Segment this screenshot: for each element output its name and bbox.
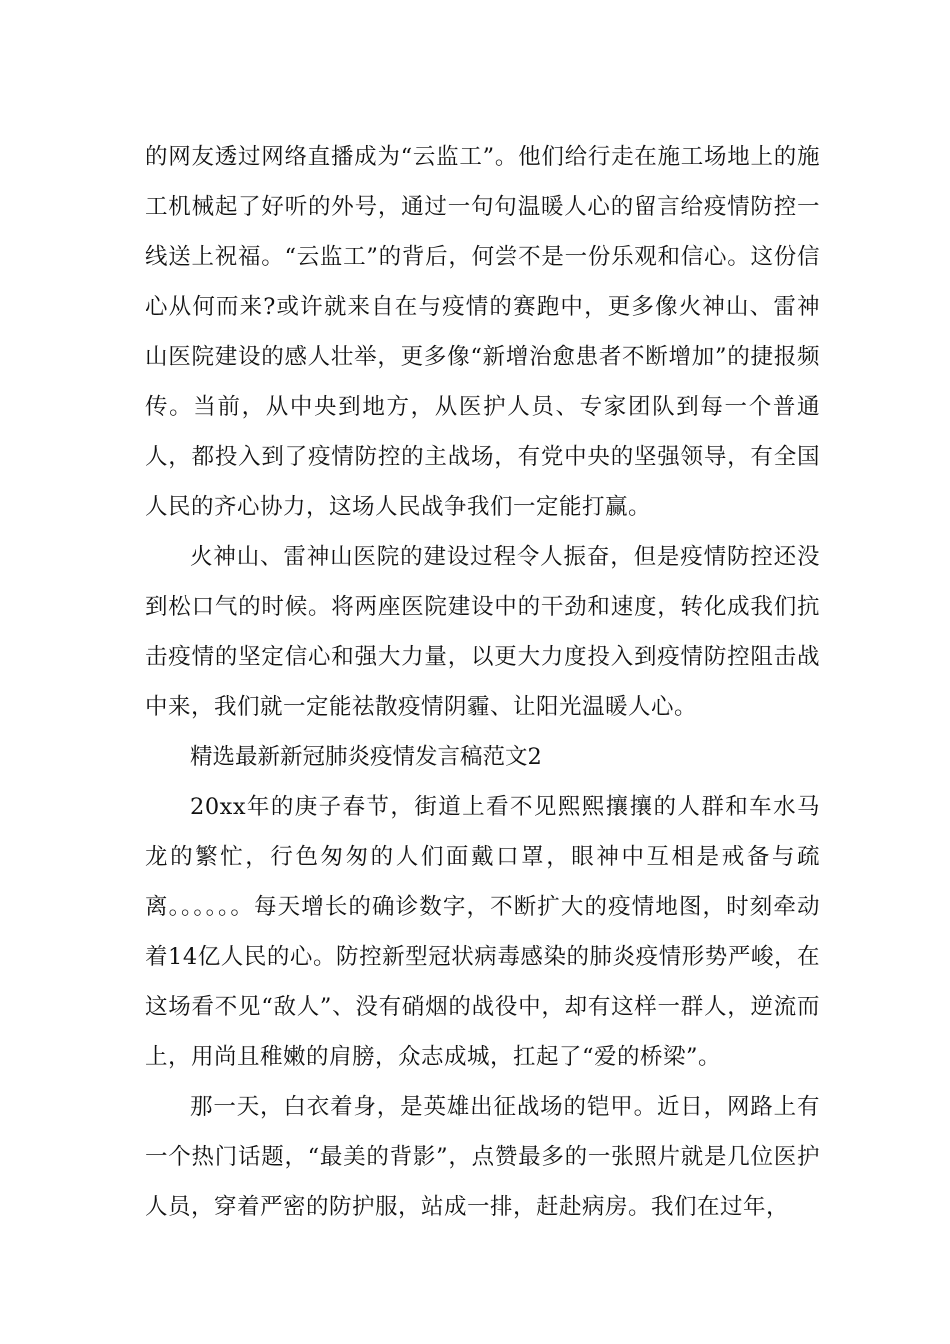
paragraph-white-coat: 那一天，白衣着身，是英雄出征战场的铠甲。近日，网路上有一个热门话题，“最美的背影”，点赞最多的一张照片就是几位医护人员，穿着严密的防护服，站成一排，赶赴病房。我们在过年， <box>145 1094 820 1220</box>
section-heading: 精选最新新冠肺炎疫情发言稿范文2 <box>190 744 542 770</box>
paragraph-hospital-construction: 火神山、雷神山医院的建设过程令人振奋，但是疫情防控还没到松口气的时候。将两座医院建设中的干劲和速度，转化成我们抗击疫情的坚定信心和强大力量，以更大力度投入到疫情防控阻击战中来，我们就一定能祛散疫情阴霾、让阳光温暖人心。 <box>145 544 820 720</box>
paragraph-continuation: 的网友透过网络直播成为“云监工”。他们给行走在施工场地上的施工机械起了好听的外号，通过一句句温暖人心的留言给疫情防控一线送上祝福。“云监工”的背后，何尝不是一份乐观和信心。这份信心从何而来?或许就来自在与疫情的赛跑中，更多像火神山、雷神山医院建设的感人壮举，更多像“新增治愈患者不断增加”的捷报频传。当前，从中央到地方，从医护人员、专家团队到每一个普通人，都投入到了疫情防控的主战场，有党中央的坚强领导，有全国人民的齐心协力，这场人民战争我们一定能打赢。 <box>145 144 820 520</box>
paragraph-spring-festival: 20xx年的庚子春节，街道上看不见熙熙攘攘的人群和车水马龙的繁忙，行色匆匆的人们面戴口罩，眼神中互相是戒备与疏离。。。。。。每天增长的确诊数字，不断扩大的疫情地图，时刻牵动着14亿人民的心。防控新型冠状病毒感染的肺炎疫情形势严峻，在这场看不见“敌人”、没有硝烟的战役中，却有这样一群人，逆流而上，用尚且稚嫩的肩膀，众志成城，扛起了“爱的桥梁”。 <box>145 794 820 1070</box>
